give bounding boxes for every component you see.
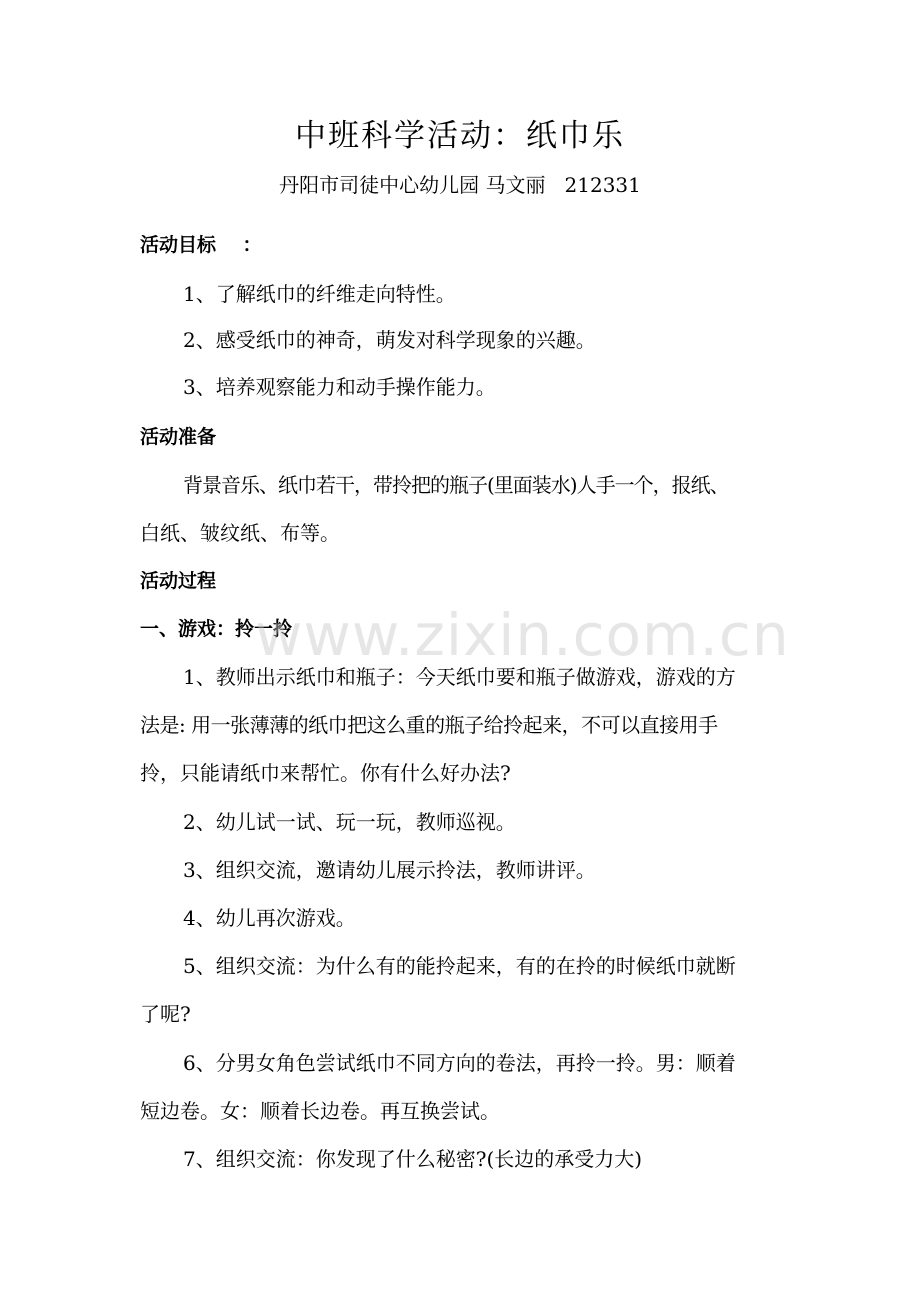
- watermark: www.zixin.com.cn: [255, 601, 790, 669]
- step5-line-1: 5、组织交流：为什么有的能拎起来，有的在拎的时候纸巾就断: [183, 954, 736, 978]
- step5-line-2: 了呢?: [140, 1002, 191, 1026]
- goals-heading: 活动目标 ：: [140, 234, 262, 256]
- preparation-heading: 活动准备: [140, 426, 217, 448]
- preparation-text-line-1: 背景音乐、纸巾若干，带拎把的瓶子(里面装水)人手一个，报纸、: [183, 473, 729, 497]
- step1-line-1: 1、教师出示纸巾和瓶子：今天纸巾要和瓶子做游戏，游戏的方: [183, 665, 736, 689]
- goal-item-3: 3、培养观察能力和动手操作能力。: [183, 375, 496, 399]
- step1-line-2: 法是: 用一张薄薄的纸巾把这么重的瓶子给拎起来，不可以直接用手: [140, 713, 718, 737]
- goal-item-2: 2、感受纸巾的神奇，萌发对科学现象的兴趣。: [183, 328, 596, 352]
- goal-item-1: 1、了解纸巾的纤维走向特性。: [183, 282, 456, 306]
- process-heading: 活动过程: [140, 570, 217, 592]
- step6-line-1: 6、分男女角色尝试纸巾不同方向的卷法，再拎一拎。男：顺着: [183, 1051, 736, 1075]
- step2: 2、幼儿试一试、玩一玩，教师巡视。: [183, 810, 516, 834]
- step6-line-2: 短边卷。女：顺着长边卷。再互换尝试。: [140, 1099, 500, 1123]
- author-line: 丹阳市司徒中心幼儿园 马文丽 212331: [279, 173, 641, 197]
- part1-heading: 一、游戏：拎一拎: [140, 618, 293, 640]
- step3: 3、组织交流，邀请幼儿展示拎法，教师讲评。: [183, 858, 596, 882]
- step1-line-3: 拎，只能请纸巾来帮忙。你有什么好办法?: [140, 761, 511, 785]
- document-title: 中班科学活动：纸巾乐: [295, 118, 625, 154]
- preparation-text-line-2: 白纸、皱纹纸、布等。: [140, 521, 340, 545]
- step7: 7、组织交流：你发现了什么秘密?(长边的承受力大): [183, 1147, 643, 1171]
- step4: 4、幼儿再次游戏。: [183, 906, 356, 930]
